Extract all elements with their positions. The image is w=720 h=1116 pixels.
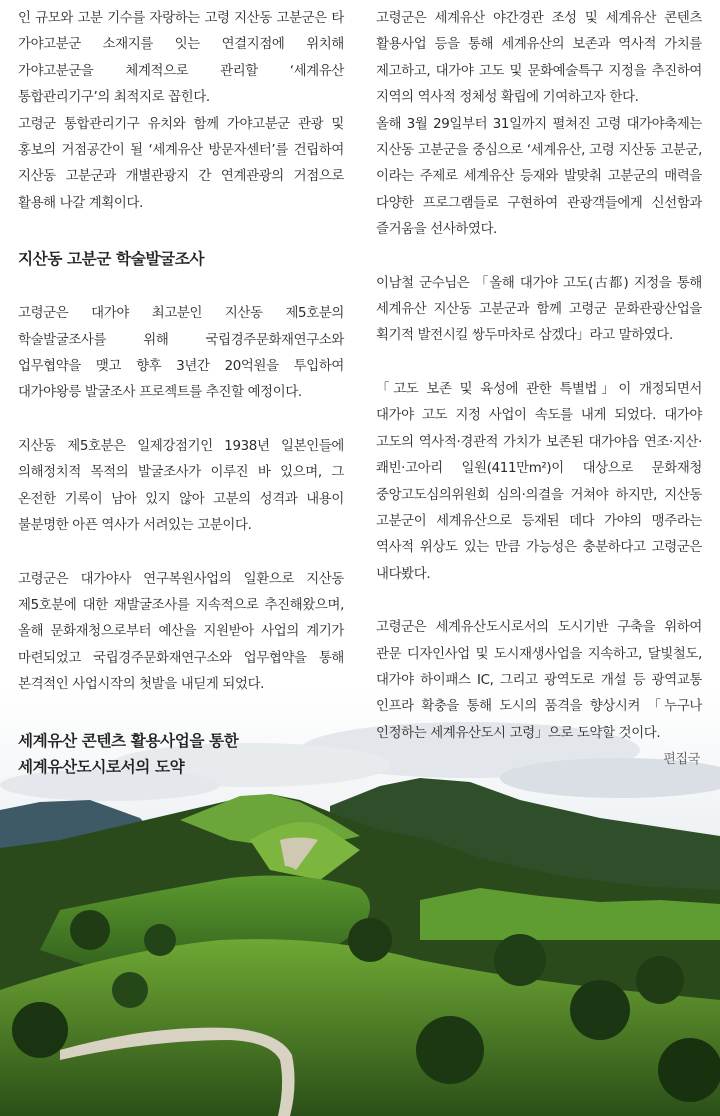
left-column [18, 6, 344, 780]
right-paragraph-4: 「고도 보존 및 육성에 관한 특별법」이 개정되면서 대가야 고도 지정 사업이 속도를 내게 되었다. 대가야 고도의 역사적·경관적 가치가 보존된 대가야읍 연조·지산·쾌빈·고아리 일원(411만m²)이 대상으로 문화재청 중앙고도심의위원회 심의·의결을 거쳐야 하지만, 지산동 고분군이 세계유산으로 등재된 데다 가야의 맹주라는 역사적 위상도 있는 만큼 가능성은 충분하다고 고령군은 내다봤다. [376, 381, 702, 582]
right-paragraph-5: 고령군은 세계유산도시로서의 도시기반 구축을 위하여 관문 디자인사업 및 도시재생사업을 지속하고, 달빛철도, 대가야 하이패스 IC, 그리고 광역도로 개설 등 광역교통 인프라 확충을 통해 도시의 품격을 향상시켜 「누구나 인정하는 세계유산도시 고령」으로 도약할 것이다. [376, 620, 702, 741]
right-paragraph-3: 이남철 군수님은 「올해 대가야 고도(古都) 지정을 통해 세계유산 지산동 고분군과 함께 고령군 문화관광산업을 획기적 발전시킬 쌍두마차로 삼겠다」라고 말하였다. [376, 275, 702, 344]
author-credit: 편집국 [663, 752, 700, 767]
right-column [376, 6, 702, 747]
section-heading-excavation: 지산동 고분군 학술발굴조사 [18, 250, 205, 269]
section-heading-heritage-city: 세계유산 콘텐츠 활용사업을 통한 세계유산도시로서의 도약 [18, 731, 239, 776]
right-paragraph-2: 올해 3월 29일부터 31일까지 펼쳐진 고령 대가야축제는 지산동 고분군을 중심으로 ‘세계유산, 고령 지산동 고분군,이라는 주제로 세계유산 등재와 발맞춰 고분군의 매력을 다양한 프로그램들로 구현하여 관광객들에게 신선함과 즐거움을 선사하였다. [376, 116, 702, 238]
intro-paragraph-2: 고령군 통합관리기구 유치와 함께 가야고분군 관광 및 홍보의 거점공간이 될 ‘세계유산 방문자센터’를 건립하여 지산동 고분군과 개별관광지 간 연계관광의 거점으로 활용해 나갈 계획이다. [18, 116, 344, 211]
right-paragraph-1: 고령군은 세계유산 야간경관 조성 및 세계유산 콘텐츠 활용사업 등을 통해 세계유산의 보존과 역사적 가치를 제고하고, 대가야 고도 및 문화예술특구 지정을 추진하여 지역의 역사적 정체성 확립에 기여하고자 한다. [376, 11, 702, 106]
intro-paragraph-1: 인 규모와 고분 기수를 자랑하는 고령 지산동 고분군은 타 가야고분군 소재지를 잇는 연결지점에 위치해 가야고분군을 체계적으로 관리할 ‘세계유산 통합관리기구’의 최적지로 꼽힌다. [18, 11, 344, 106]
excavation-paragraph-2: 지산동 제5호분은 일제강점기인 1938년 일본인들에 의해정치적 목적의 발굴조사가 이루진 바 있으며, 그 온전한 기록이 남아 있지 않아 고분의 성격과 내용이 불분명한 아픈 역사가 서려있는 고분이다. [18, 438, 344, 534]
excavation-paragraph-3: 고령군은 대가야사 연구복원사업의 일환으로 지산동 제5호분에 대한 재발굴조사를 지속적으로 추진해왔으며, 올해 문화재청으로부터 예산을 지원받아 사업의 계기가 마련되었고 국립경주문화재연구소와 업무협약을 통해 본격적인 사업시작의 첫발을 내딛게 되었다. [18, 571, 344, 693]
excavation-paragraph-1: 고령군은 대가야 최고분인 지산동 제5호분의 학술발굴조사를 위해 국립경주문화재연구소와 업무협약을 맺고 향후 3년간 20억원을 투입하여 대가야왕릉 발굴조사 프로젝트를 추진할 예정이다. [18, 306, 344, 401]
